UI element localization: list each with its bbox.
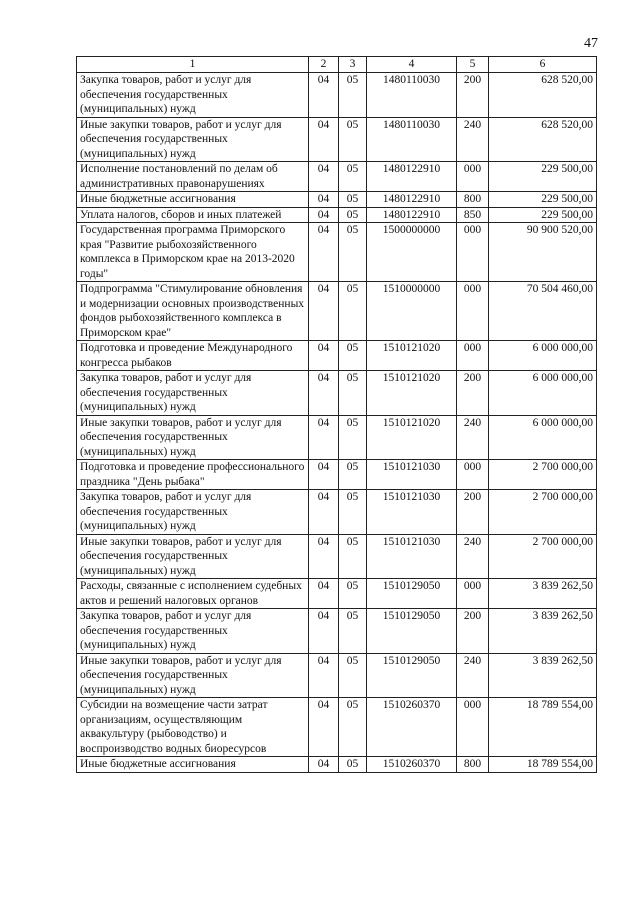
table-row [77,73,597,118]
amount: 3 839 262,50 [489,609,597,654]
column-header-3: 3 [339,57,367,73]
section-code: 04 [309,490,339,535]
subsection-code: 05 [339,282,367,341]
amount: 3 839 262,50 [489,653,597,698]
section-code: 04 [309,223,339,282]
amount: 70 504 460,00 [489,282,597,341]
table-row [77,117,597,162]
row-name: Иные бюджетные ассигнования [77,757,309,773]
expense-type-code: 240 [457,534,489,579]
amount: 6 000 000,00 [489,371,597,416]
amount: 2 700 000,00 [489,490,597,535]
amount: 3 839 262,50 [489,579,597,609]
target-article-code: 1510121030 [367,534,457,579]
row-name: Закупка товаров, работ и услуг для обеспечения государственных (муниципальных) нужд [77,371,309,416]
amount: 229 500,00 [489,162,597,192]
subsection-code: 05 [339,223,367,282]
table-row [77,341,597,371]
target-article-code: 1480110030 [367,117,457,162]
section-code: 04 [309,117,339,162]
subsection-code: 05 [339,192,367,208]
section-code: 04 [309,207,339,223]
amount: 6 000 000,00 [489,341,597,371]
row-name: Иные бюджетные ассигнования [77,192,309,208]
expense-type-code: 200 [457,73,489,118]
header-row [77,57,597,73]
section-code: 04 [309,653,339,698]
row-name: Исполнение постановлений по делам об административных правонарушениях [77,162,309,192]
row-name: Субсидии на возмещение части затрат организациям, осуществляющим аквакультуру (рыбоводство) и воспроизводство водных биоресурсов [77,698,309,757]
table-row [77,223,597,282]
table-row [77,207,597,223]
expense-type-code: 000 [457,282,489,341]
subsection-code: 05 [339,579,367,609]
expense-type-code: 200 [457,609,489,654]
section-code: 04 [309,73,339,118]
target-article-code: 1510121030 [367,490,457,535]
row-name: Подпрограмма "Стимулирование обновления и модернизации основных производственных фондов рыбохозяйственного комплекса в Приморском крае" [77,282,309,341]
expense-type-code: 800 [457,757,489,773]
table-body [77,73,597,773]
amount: 229 500,00 [489,207,597,223]
subsection-code: 05 [339,371,367,416]
column-header-4: 4 [367,57,457,73]
target-article-code: 1500000000 [367,223,457,282]
table-row [77,609,597,654]
subsection-code: 05 [339,490,367,535]
section-code: 04 [309,162,339,192]
subsection-code: 05 [339,698,367,757]
section-code: 04 [309,282,339,341]
target-article-code: 1510129050 [367,653,457,698]
row-name: Иные закупки товаров, работ и услуг для обеспечения государственных (муниципальных) нужд [77,117,309,162]
subsection-code: 05 [339,162,367,192]
expense-type-code: 000 [457,698,489,757]
subsection-code: 05 [339,534,367,579]
table-row [77,757,597,773]
target-article-code: 1480122910 [367,207,457,223]
expense-type-code: 240 [457,415,489,460]
expense-type-code: 000 [457,579,489,609]
subsection-code: 05 [339,757,367,773]
page-number: 47 [584,36,598,51]
amount: 90 900 520,00 [489,223,597,282]
subsection-code: 05 [339,415,367,460]
section-code: 04 [309,192,339,208]
table-row [77,415,597,460]
amount: 229 500,00 [489,192,597,208]
column-header-1: 1 [77,57,309,73]
column-header-5: 5 [457,57,489,73]
row-name: Расходы, связанные с исполнением судебных актов и решений налоговых органов [77,579,309,609]
amount: 18 789 554,00 [489,757,597,773]
table-row [77,490,597,535]
section-code: 04 [309,698,339,757]
amount: 2 700 000,00 [489,460,597,490]
target-article-code: 1510129050 [367,579,457,609]
section-code: 04 [309,460,339,490]
expense-type-code: 240 [457,117,489,162]
target-article-code: 1510121020 [367,415,457,460]
section-code: 04 [309,609,339,654]
target-article-code: 1510121030 [367,460,457,490]
table-row [77,460,597,490]
column-header-6: 6 [489,57,597,73]
expense-type-code: 000 [457,223,489,282]
amount: 6 000 000,00 [489,415,597,460]
section-code: 04 [309,757,339,773]
section-code: 04 [309,371,339,416]
subsection-code: 05 [339,460,367,490]
section-code: 04 [309,579,339,609]
row-name: Государственная программа Приморского края "Развитие рыбохозяйственного комплекса в Приморском крае на 2013-2020 годы" [77,223,309,282]
expense-type-code: 000 [457,341,489,371]
section-code: 04 [309,415,339,460]
amount: 628 520,00 [489,73,597,118]
target-article-code: 1510000000 [367,282,457,341]
table-row [77,698,597,757]
table-row [77,579,597,609]
row-name: Иные закупки товаров, работ и услуг для обеспечения государственных (муниципальных) нужд [77,415,309,460]
section-code: 04 [309,341,339,371]
section-code: 04 [309,534,339,579]
row-name: Закупка товаров, работ и услуг для обеспечения государственных (муниципальных) нужд [77,609,309,654]
row-name: Подготовка и проведение профессионального праздника "День рыбака" [77,460,309,490]
row-name: Иные закупки товаров, работ и услуг для обеспечения государственных (муниципальных) нужд [77,534,309,579]
row-name: Закупка товаров, работ и услуг для обеспечения государственных (муниципальных) нужд [77,73,309,118]
expense-type-code: 850 [457,207,489,223]
expense-type-code: 800 [457,192,489,208]
subsection-code: 05 [339,609,367,654]
table-row [77,653,597,698]
subsection-code: 05 [339,341,367,371]
target-article-code: 1510129050 [367,609,457,654]
expense-type-code: 240 [457,653,489,698]
target-article-code: 1510121020 [367,371,457,416]
table-row [77,282,597,341]
target-article-code: 1510260370 [367,757,457,773]
column-header-2: 2 [309,57,339,73]
row-name: Закупка товаров, работ и услуг для обеспечения государственных (муниципальных) нужд [77,490,309,535]
target-article-code: 1510121020 [367,341,457,371]
subsection-code: 05 [339,207,367,223]
row-name: Уплата налогов, сборов и иных платежей [77,207,309,223]
subsection-code: 05 [339,73,367,118]
subsection-code: 05 [339,653,367,698]
target-article-code: 1480110030 [367,73,457,118]
amount: 18 789 554,00 [489,698,597,757]
expense-type-code: 000 [457,460,489,490]
row-name: Подготовка и проведение Международного конгресса рыбаков [77,341,309,371]
expense-type-code: 000 [457,162,489,192]
expense-type-code: 200 [457,490,489,535]
target-article-code: 1480122910 [367,162,457,192]
amount: 2 700 000,00 [489,534,597,579]
table-row [77,162,597,192]
target-article-code: 1480122910 [367,192,457,208]
expense-type-code: 200 [457,371,489,416]
budget-table [76,56,597,773]
row-name: Иные закупки товаров, работ и услуг для обеспечения государственных (муниципальных) нужд [77,653,309,698]
table-row [77,371,597,416]
table-row [77,192,597,208]
table-row [77,534,597,579]
amount: 628 520,00 [489,117,597,162]
subsection-code: 05 [339,117,367,162]
target-article-code: 1510260370 [367,698,457,757]
